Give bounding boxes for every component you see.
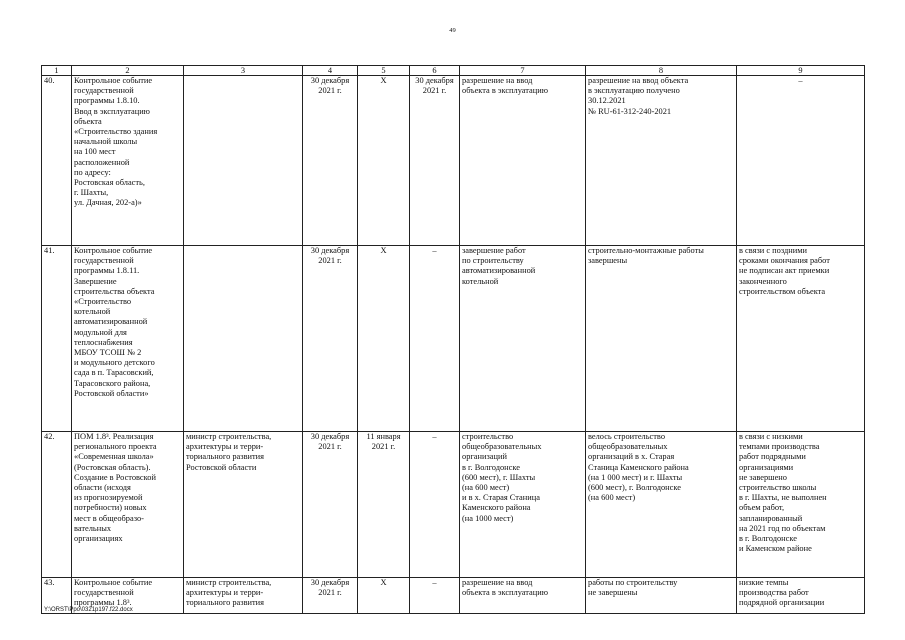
actual-result-cell: строительно-монтажные работы завершены [586,246,737,432]
col5-cell: Х [358,76,410,246]
row-number: 41. [42,246,72,432]
plan-date-cell: 30 декабря 2021 г. [303,246,358,432]
plan-result-cell: разрешение на ввод объекта в эксплуатацию [460,578,586,614]
plan-result-cell: завершение работ по строительству автоматизированной котельной [460,246,586,432]
responsible-cell: министр строительства, архитектуры и терри- ториального развития [184,578,303,614]
col5-cell: Х [358,246,410,432]
col5-cell: Х [358,578,410,614]
row-number: 42. [42,432,72,578]
file-path-footer: Y:\ORST\Ppo\0321p197.f22.docx [44,607,133,613]
table-row [42,76,865,246]
plan-result-cell: строительство общеобразовательных организаций в г. Волгодонске (600 мест), г. Шахты (на 600 мест) и в х. Старая Станица Каменского района (на 1000 мест) [460,432,586,578]
actual-result-cell: работы по строительству не завершены [586,578,737,614]
monitoring-table [41,65,865,614]
table-row [42,578,865,614]
actual-result-cell: велось строительство общеобразовательных организаций в х. Старая Станица Каменского района (на 1 000 мест) и г. Шахты (600 мест), г. Волгодонске (на 600 мест) [586,432,737,578]
column-number-header-row [42,66,865,76]
col6-cell: 30 декабря 2021 г. [410,76,460,246]
event-cell: Контрольное событие государственной программы 1.8³. [72,578,184,614]
row-number: 40. [42,76,72,246]
column-number: 7 [460,66,586,76]
event-cell: Контрольное событие государственной программы 1.8.10. Ввод в эксплуатацию объекта «Строительство здания начальной школы на 100 мест расположенной по адресу: Ростовская область, г. Шахты, ул. Дачная, 202-а)» [72,76,184,246]
page-number: 49 [449,27,456,34]
responsible-cell: министр строительства, архитектуры и терри- ториального развития Ростовской области [184,432,303,578]
column-number: 9 [737,66,865,76]
event-cell: ПОМ 1.8³. Реализация регионального проекта «Современная школа» (Ростовская область). Создание в Ростовской области (исходя из прогнозируемой потребности) новых мест в общеобразо- вательных организациях [72,432,184,578]
responsible-cell [184,76,303,246]
column-number: 4 [303,66,358,76]
plan-result-cell: разрешение на ввод объекта в эксплуатацию [460,76,586,246]
column-number: 6 [410,66,460,76]
reason-cell: в связи с низкими темпами производства работ подрядными организациями не завершено строительство школы в г. Шахты, не выполнен объем работ, запланированный на 2021 год по объектам в г. Волгодонске и Каменском районе [737,432,865,578]
reason-cell: – [737,76,865,246]
plan-date-cell: 30 декабря 2021 г. [303,76,358,246]
actual-result-cell: разрешение на ввод объекта в эксплуатацию получено 30.12.2021 № RU-61-312-240-2021 [586,76,737,246]
col6-cell: – [410,246,460,432]
column-number: 5 [358,66,410,76]
row-number: 43. [42,578,72,614]
column-number: 8 [586,66,737,76]
event-cell: Контрольное событие государственной программы 1.8.11. Завершение строительства объекта «Строительство котельной автоматизированной модульной для теплоснабжения МБОУ ТСОШ № 2 и модульного детского сада в п. Тарасовский, Тарасовского района, Ростовской области» [72,246,184,432]
plan-date-cell: 30 декабря 2021 г. [303,578,358,614]
col6-cell: – [410,432,460,578]
reason-cell: низкие темпы производства работ подрядной организации [737,578,865,614]
column-number: 1 [42,66,72,76]
col5-cell: 11 января 2021 г. [358,432,410,578]
table-row [42,432,865,578]
col6-cell: – [410,578,460,614]
table-row [42,246,865,432]
reason-cell: в связи с поздними сроками окончания работ не подписан акт приемки законченного строительством объекта [737,246,865,432]
column-number: 3 [184,66,303,76]
column-number: 2 [72,66,184,76]
plan-date-cell: 30 декабря 2021 г. [303,432,358,578]
responsible-cell [184,246,303,432]
